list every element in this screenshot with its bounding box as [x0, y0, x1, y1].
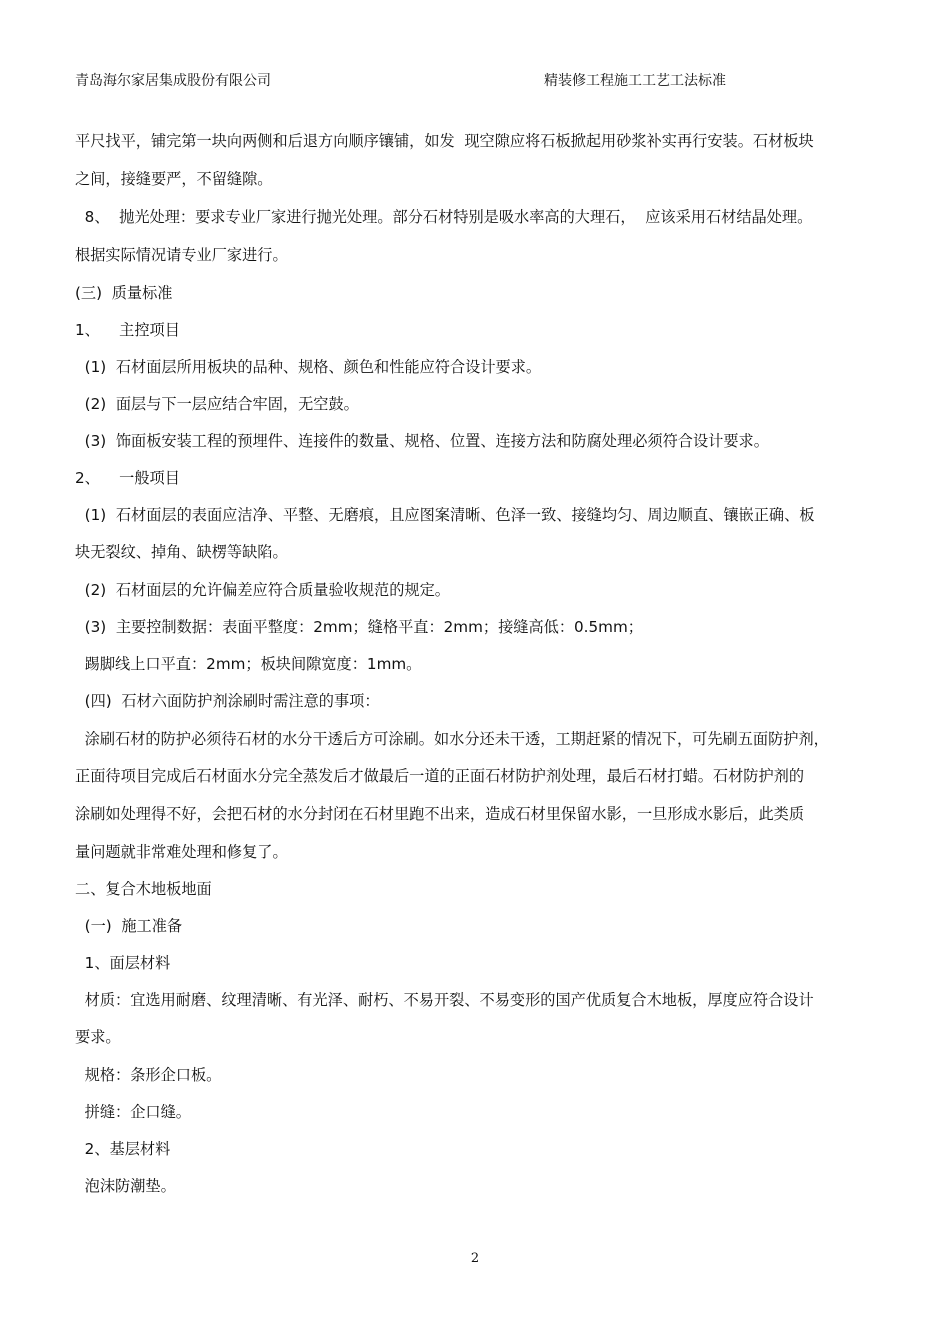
list-item: (3) 主要控制数据：表面平整度：2mm；缝格平直：2mm；接缝高低：0.5mm； [75, 618, 643, 636]
body-line: 踢脚线上口平直：2mm；板块间隙宽度：1mm。 [75, 655, 422, 673]
chapter-heading: 二、复合木地板地面 [75, 880, 212, 898]
section-heading: (三) 质量标准 [75, 284, 173, 302]
body-line: 平尺找平，铺完第一块向两侧和后退方向顺序镶铺，如发 现空隙应将石板掀起用砂浆补实再行安装。石材板块 [75, 132, 814, 150]
body-line: 涂刷如处理得不好，会把石材的水分封闭在石材里跑不出来，造成石材里保留水影，一旦形成水影后，此类质 [75, 805, 804, 823]
section-heading: (四) 石材六面防护剂涂刷时需注意的事项： [75, 692, 380, 710]
list-item: (1) 石材面层所用板块的品种、规格、颜色和性能应符合设计要求。 [75, 358, 542, 376]
body-line: 规格：条形企口板。 [75, 1066, 222, 1084]
body-line: 泡沫防潮垫。 [75, 1177, 176, 1195]
subsection-heading: 1、面层材料 [75, 954, 171, 972]
subsection-heading: 1、 主控项目 [75, 321, 180, 339]
body-line: 8、 抛光处理：要求专业厂家进行抛光处理。部分石材特别是吸水率高的大理石， 应该采用石材结晶处理。 [75, 208, 813, 226]
header-document-title: 精装修工程施工工艺工法标准 [544, 73, 726, 89]
body-line: 根据实际情况请专业厂家进行。 [75, 246, 288, 264]
body-line: 量问题就非常难处理和修复了。 [75, 843, 288, 861]
body-line: 要求。 [75, 1028, 121, 1046]
header-company-name: 青岛海尔家居集成股份有限公司 [75, 73, 271, 89]
body-line: 正面待项目完成后石材面水分完全蒸发后才做最后一道的正面石材防护剂处理，最后石材打蜡。石材防护剂的 [75, 767, 804, 785]
subsection-heading: 2、基层材料 [75, 1140, 171, 1158]
body-line: 块无裂纹、掉角、缺楞等缺陷。 [75, 543, 288, 561]
body-line: 之间，接缝要严，不留缝隙。 [75, 170, 273, 188]
page-number: 2 [470, 1251, 480, 1266]
subsection-heading: 2、 一般项目 [75, 469, 180, 487]
list-item: (2) 面层与下一层应结合牢固，无空鼓。 [75, 395, 359, 413]
list-item: (3) 饰面板安装工程的预埋件、连接件的数量、规格、位置、连接方法和防腐处理必须符合设计要求。 [75, 432, 769, 450]
body-line: 涂刷石材的防护必须待石材的水分干透后方可涂刷。如水分还未干透，工期赶紧的情况下，可先刷五面防护剂， [75, 730, 829, 748]
section-heading: (一) 施工准备 [75, 917, 183, 935]
body-line: 拼缝：企口缝。 [75, 1103, 191, 1121]
list-item: (1) 石材面层的表面应洁净、平整、无磨痕，且应图案清晰、色泽一致、接缝均匀、周边顺直、镶嵌正确、板 [75, 506, 815, 524]
list-item: (2) 石材面层的允许偏差应符合质量验收规范的规定。 [75, 581, 450, 599]
body-line: 材质：宜选用耐磨、纹理清晰、有光泽、耐朽、不易开裂、不易变形的国产优质复合木地板，厚度应符合设计 [75, 991, 814, 1009]
